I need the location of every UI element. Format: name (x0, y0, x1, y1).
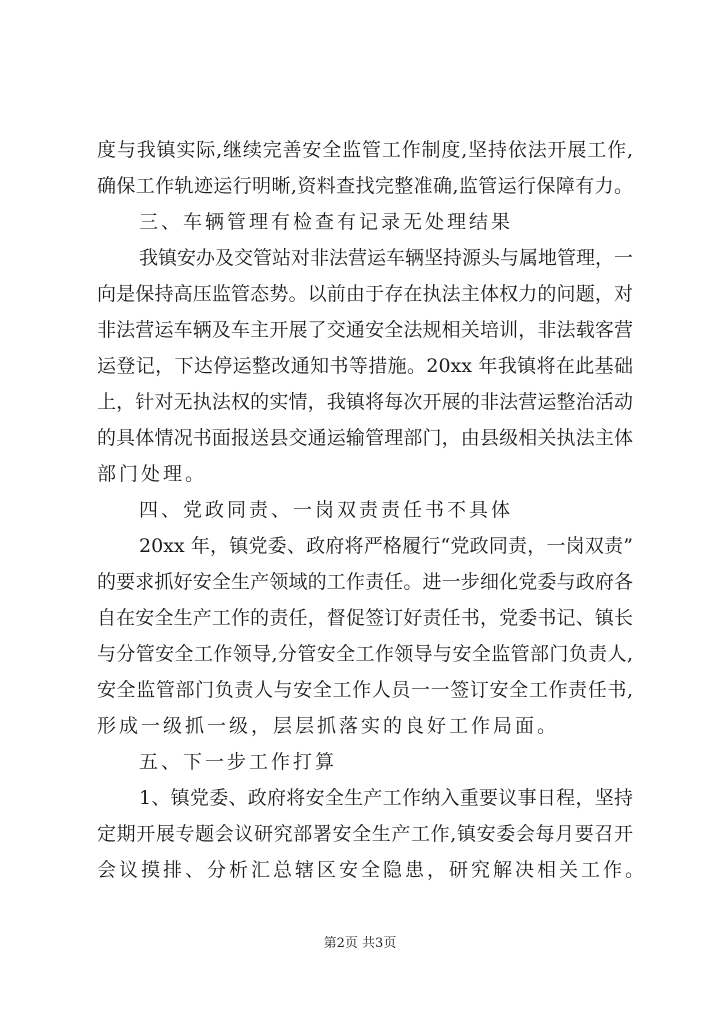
text-line: 自在安全生产工作的责任，督促签订好责任书，党委书记、镇长 (97, 607, 633, 629)
text-line: 形成一级抓一级，层层抓落实的良好工作局面。 (97, 715, 560, 737)
text-line: 与分管安全工作领导,分管安全工作领导与安全监管部门负责人, (97, 643, 633, 665)
text-line: 度与我镇实际,继续完善安全监管工作制度,坚持依法开展工作, (97, 139, 633, 161)
text-line: 确保工作轨迹运行明晰,资料查找完整准确,监管运行保障有力。 (97, 175, 633, 197)
text-line: 非法营运车辆及车主开展了交通安全法规相关培训，非法载客营 (97, 319, 633, 341)
page-number-footer: 第2页 共3页 (323, 936, 397, 951)
text-line: 的要求抓好安全生产领域的工作责任。进一步细化党委与政府各 (97, 571, 633, 593)
text-line: 上，针对无执法权的实情，我镇将每次开展的非法营运整治活动 (97, 391, 633, 413)
text-line: 20xx 年，镇党委、政府将严格履行“党政同责，一岗双责” (139, 535, 633, 557)
text-line: 的具体情况书面报送县交通运输管理部门，由县级相关执法主体 (97, 427, 633, 449)
document-body (97, 132, 648, 888)
text-line: 定期开展专题会议研究部署安全生产工作,镇安委会每月要召开 (97, 823, 633, 845)
text-line: 安全监管部门负责人与安全工作人员一一签订安全工作责任书, (97, 679, 633, 701)
section-heading: 四、党政同责、一岗双责责任书不具体 (139, 499, 514, 521)
text-line: 我镇安办及交管站对非法营运车辆坚持源头与属地管理，一 (139, 247, 633, 269)
text-line: 向是保持高压监管态势。以前由于存在执法主体权力的问题，对 (97, 283, 633, 305)
section-heading: 三、车辆管理有检查有记录无处理结果 (139, 211, 514, 233)
text-line: 会议摸排、分析汇总辖区安全隐患，研究解决相关工作。 (97, 859, 648, 881)
text-line: 1、镇党委、政府将安全生产工作纳入重要议事日程，坚持 (139, 787, 633, 809)
section-heading: 五、下一步工作打算 (139, 751, 338, 773)
text-line: 部门处理。 (97, 463, 208, 485)
text-line: 运登记，下达停运整改通知书等措施。20xx 年我镇将在此基础 (97, 355, 633, 377)
